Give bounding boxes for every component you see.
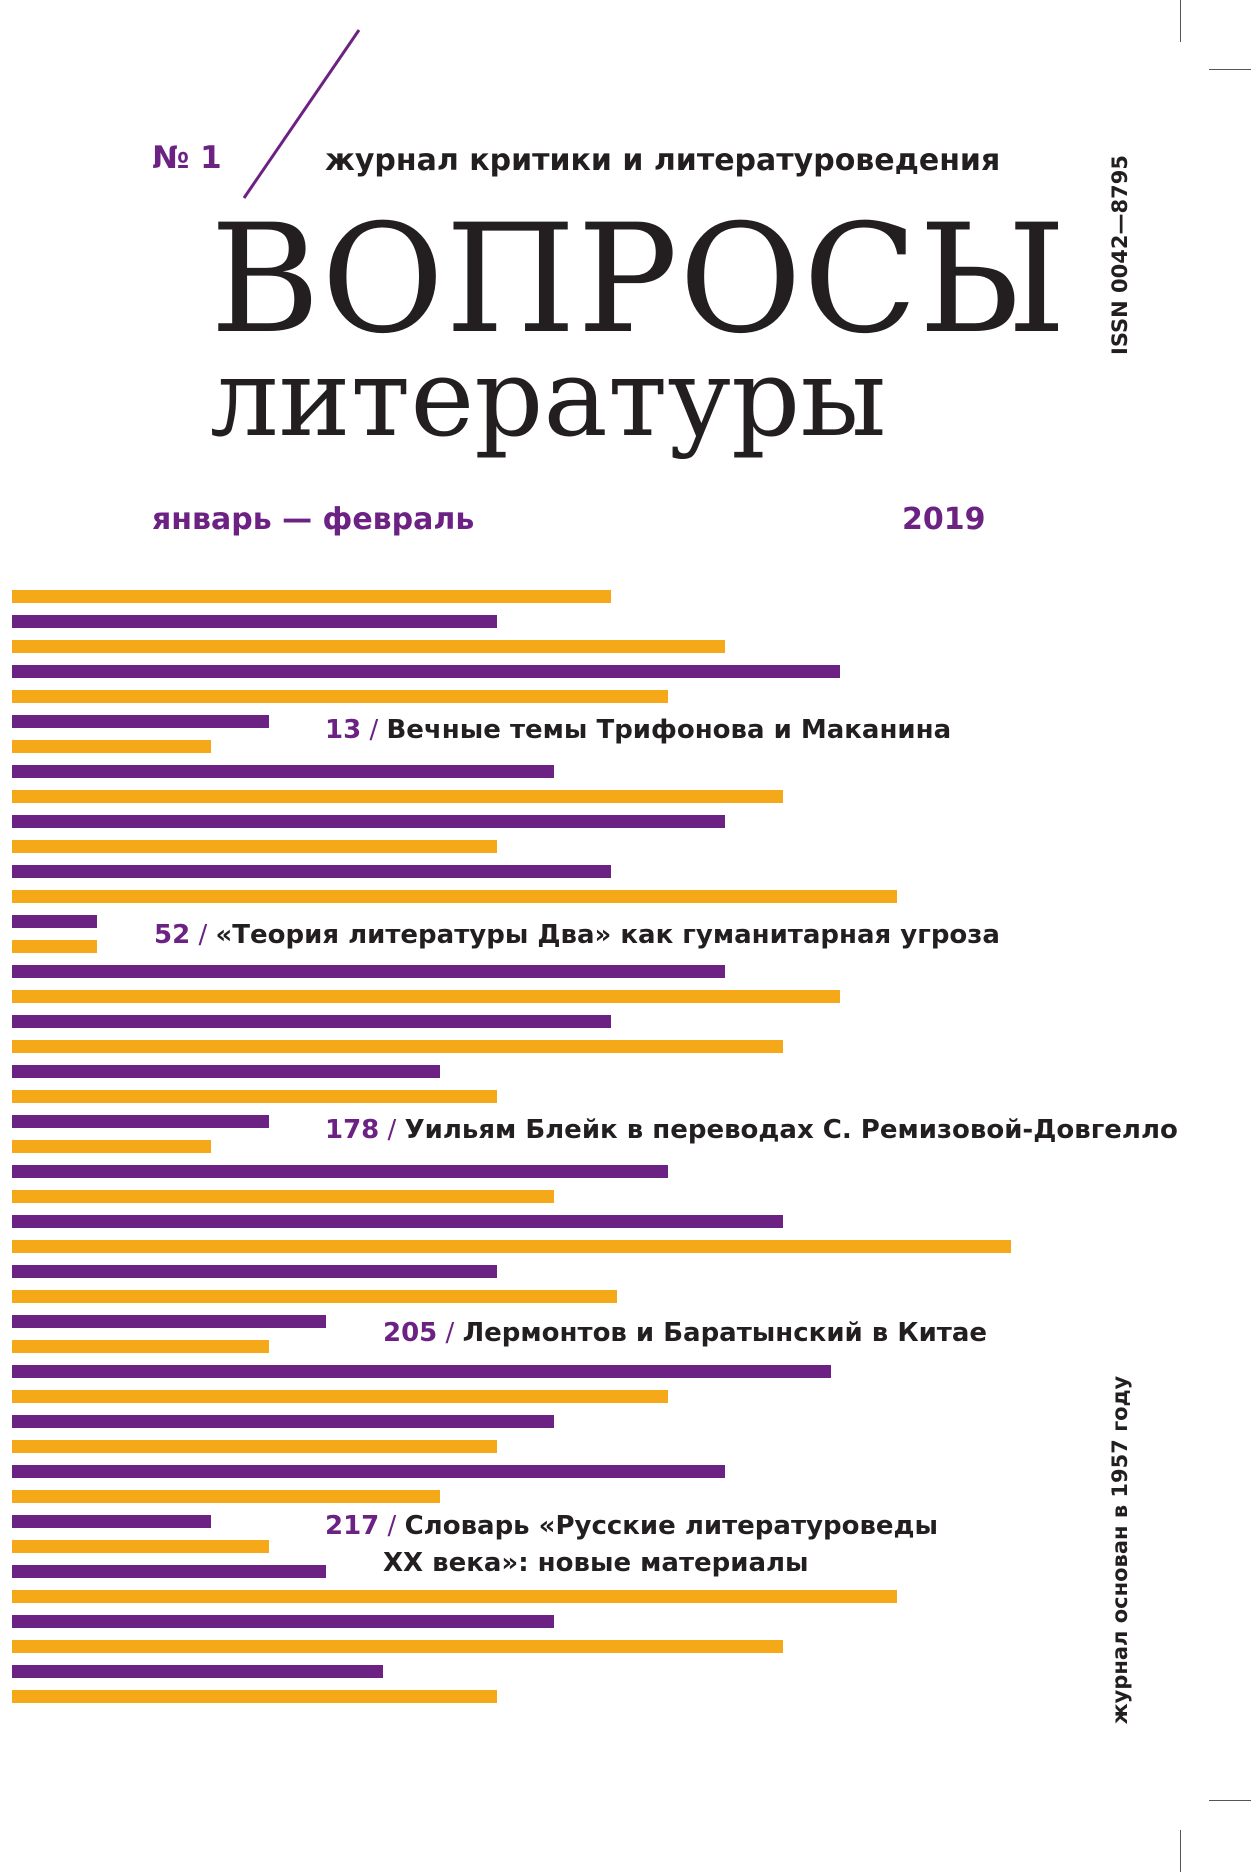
decorative-bar-purple [12,1315,326,1328]
decorative-bar-orange [12,1190,554,1203]
decorative-bar-orange [12,590,611,603]
crop-mark [1209,1800,1251,1801]
journal-subtitle: журнал критики и литературоведения [325,143,1001,178]
decorative-bar-purple [12,1515,211,1528]
decorative-bar-purple [12,915,97,928]
toc-entry [383,1315,987,1351]
decorative-bar-purple [12,1565,326,1578]
decorative-bar-purple [12,615,497,628]
decorative-bar-orange [12,1590,897,1603]
decorative-bar-purple [12,1615,554,1628]
toc-entry [154,917,1000,953]
decorative-bar-orange [12,840,497,853]
decorative-bar-purple [12,815,725,828]
decorative-bar-orange [12,1090,497,1103]
founded-note: журнал основан в 1957 году [1108,1375,1132,1725]
journal-title-line1: ВОПРОСЫ [210,193,1068,367]
decorative-bar-purple [12,1165,668,1178]
decorative-bar-orange [12,690,668,703]
decorative-bar-orange [12,1440,497,1453]
toc-separator: / [379,1115,405,1145]
decorative-bar-orange [12,1690,497,1703]
decorative-bar-orange [12,940,97,953]
toc-entry [325,1508,938,1544]
toc-title: Уильям Блейк в переводах С. Ремизовой-Довгелло [404,1115,1178,1145]
decorative-bar-orange [12,1240,1011,1253]
toc-separator: / [190,920,216,950]
toc-title: Вечные темы Трифонова и Маканина [386,715,952,745]
crop-mark [1209,69,1251,70]
toc-separator: / [437,1318,463,1348]
toc-title: Словарь «Русские литературоведы [404,1511,939,1541]
toc-entry [325,1112,1178,1148]
toc-page: 52 [154,920,191,950]
issue-year: 2019 [902,502,986,537]
issue-months: январь — февраль [152,502,475,537]
decorative-bar-purple [12,665,840,678]
decorative-bar-orange [12,1290,617,1303]
decorative-bar-orange [12,890,897,903]
decorative-bar-orange [12,640,725,653]
decorative-bar-orange [12,1490,440,1503]
decorative-bar-orange [12,740,211,753]
decorative-bar-purple [12,1215,783,1228]
decorative-bar-purple [12,1065,440,1078]
toc-title: Лермонтов и Баратынский в Китае [462,1318,988,1348]
decorative-bar-purple [12,1465,725,1478]
decorative-bar-orange [12,990,840,1003]
decorative-bar-purple [12,1415,554,1428]
decorative-bar-purple [12,1665,383,1678]
toc-title: «Теория литературы Два» как гуманитарная угроза [215,920,1000,950]
decorative-bar-purple [12,765,554,778]
decorative-bar-orange [12,1640,783,1653]
toc-page: 205 [383,1318,438,1348]
decorative-bar-purple [12,1265,497,1278]
crop-mark [1180,0,1181,42]
toc-separator: / [379,1511,405,1541]
decorative-bar-orange [12,1140,211,1153]
toc-page: 217 [325,1511,380,1541]
decorative-bar-orange [12,1040,783,1053]
toc-page: 13 [325,715,362,745]
decorative-bar-purple [12,965,725,978]
decorative-bar-orange [12,1390,668,1403]
decorative-bar-orange [12,790,783,803]
journal-title-line2: литературы [210,336,887,461]
issue-number: № 1 [152,140,222,176]
decorative-bar-purple [12,865,611,878]
decorative-bar-purple [12,1015,611,1028]
crop-mark [1180,1830,1181,1872]
toc-page: 178 [325,1115,380,1145]
toc-entry-continued [383,1545,809,1581]
decorative-bar-orange [12,1540,269,1553]
decorative-bar-orange [12,1340,269,1353]
toc-separator: / [361,715,387,745]
toc-entry [325,712,951,748]
toc-title-continued: XX века»: новые материалы [383,1548,809,1578]
issn: ISSN 0042—8795 [1108,155,1132,355]
decorative-bar-purple [12,1365,831,1378]
decorative-bar-purple [12,715,269,728]
decorative-bar-purple [12,1115,269,1128]
